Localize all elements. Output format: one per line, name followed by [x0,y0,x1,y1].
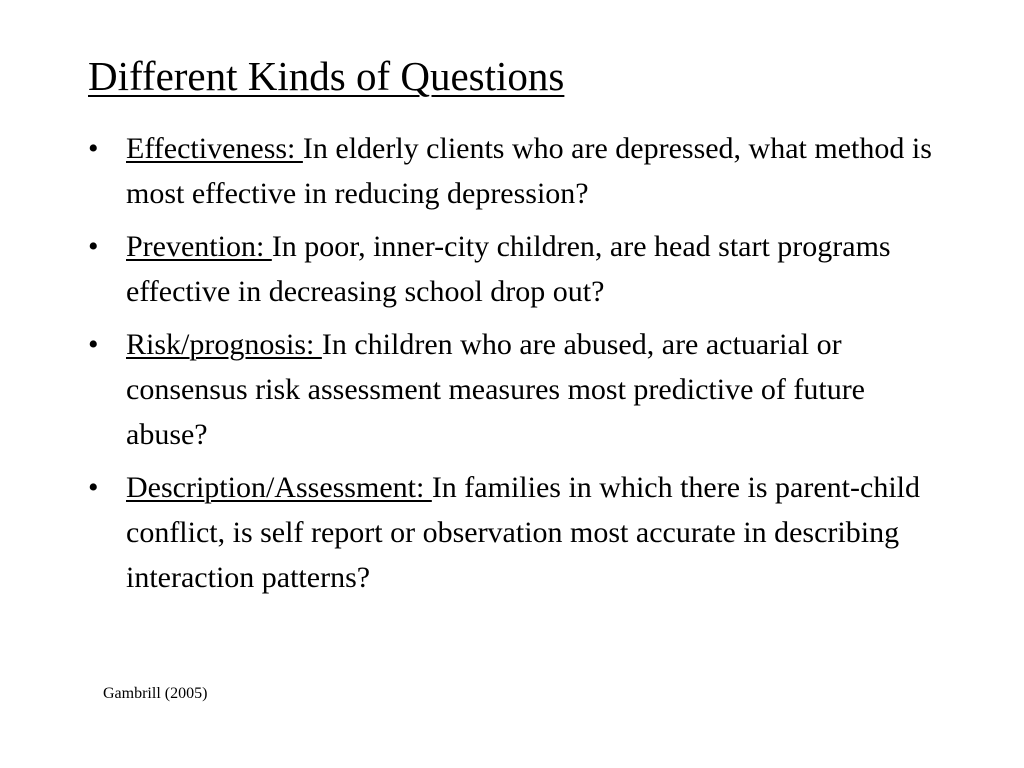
bullet-item-effectiveness [88,126,948,216]
bullet-term: Risk/prognosis: [126,328,322,361]
bullet-text: In elderly clients who are depressed, what method is most effective in reducing depression? [126,132,932,210]
bullet-list [88,126,948,608]
bullet-item-risk-prognosis [88,322,948,457]
bullet-text: In children who are abused, are actuarial or consensus risk assessment measures most predictive of future abuse? [126,328,865,451]
bullet-point-icon: • [88,471,99,504]
bullet-point-icon: • [88,230,99,263]
bullet-term: Effectiveness: [126,132,303,165]
bullet-text: In families in which there is parent-child conflict, is self report or observation most accurate in describing interaction patterns? [126,471,920,594]
bullet-text: In poor, inner-city children, are head start programs effective in decreasing school drop out? [126,230,891,308]
bullet-item-description-assessment [88,465,948,600]
bullet-term: Prevention: [126,230,272,263]
bullet-point-icon: • [88,132,99,165]
bullet-point-icon: • [88,328,99,361]
citation: Gambrill (2005) [103,685,208,702]
bullet-item-prevention [88,224,948,314]
slide-title: Different Kinds of Questions [88,53,565,99]
bullet-term: Description/Assessment: [126,471,432,504]
